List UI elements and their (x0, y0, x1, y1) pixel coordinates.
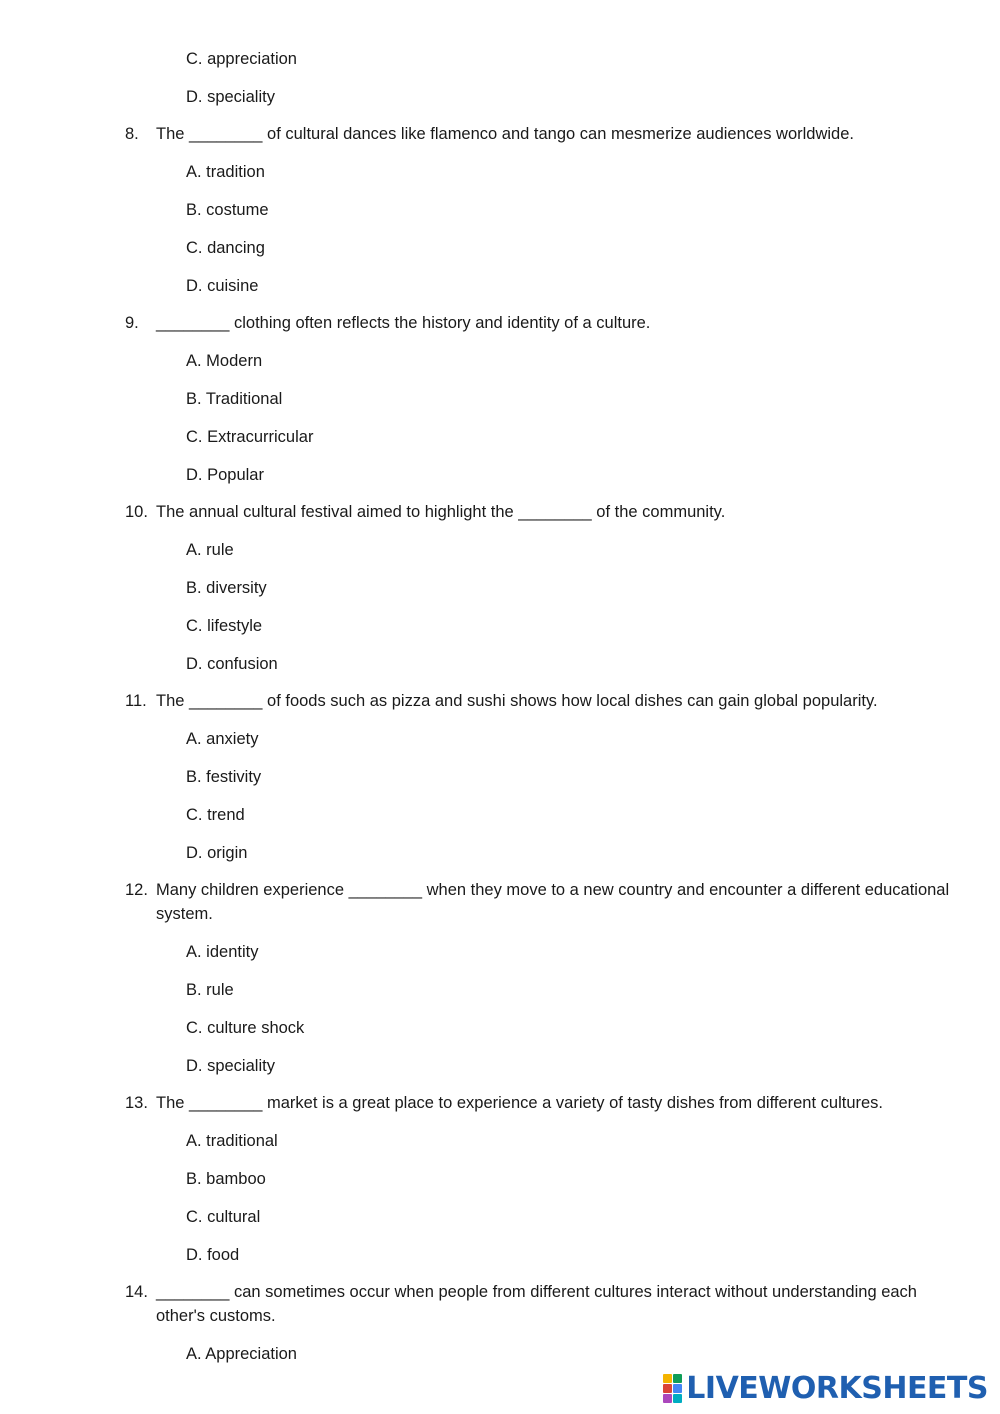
option-11c: C. trend (186, 806, 245, 824)
liveworksheets-logo-icon (663, 1374, 682, 1403)
question-8-number: 8. (125, 125, 139, 143)
option-11d: D. origin (186, 844, 248, 862)
option-10b: B. diversity (186, 579, 267, 597)
option-8d: D. cuisine (186, 277, 259, 295)
question-9-text: ________ clothing often reflects the history and identity of a culture. (156, 314, 651, 332)
option-7c: C. appreciation (186, 50, 297, 68)
question-12-text: Many children experience ________ when they move to a new country and encounter a different educational system. (156, 881, 950, 923)
question-10-number: 10. (125, 503, 148, 521)
question-10-text: The annual cultural festival aimed to highlight the ________ of the community. (156, 503, 726, 521)
question-8-text: The ________ of cultural dances like flamenco and tango can mesmerize audiences worldwide. (156, 125, 854, 143)
option-14a: A. Appreciation (186, 1345, 297, 1363)
option-8c: C. dancing (186, 239, 265, 257)
question-14-text: ________ can sometimes occur when people from different cultures interact without understanding each other's customs. (156, 1283, 917, 1325)
option-9b: B. Traditional (186, 390, 283, 408)
logo-block (673, 1374, 682, 1383)
option-7d: D. speciality (186, 88, 275, 106)
logo-block (673, 1384, 682, 1393)
option-13d: D. food (186, 1246, 240, 1264)
option-8b: B. costume (186, 201, 269, 219)
option-13b: B. bamboo (186, 1170, 266, 1188)
logo-block (663, 1384, 672, 1393)
option-13a: A. traditional (186, 1132, 278, 1150)
option-8a: A. tradition (186, 163, 265, 181)
option-9a: A. Modern (186, 352, 263, 370)
option-10d: D. confusion (186, 655, 278, 673)
liveworksheets-logo-text: LIVEWORKSHEETS (686, 1371, 988, 1406)
question-13-text: The ________ market is a great place to experience a variety of tasty dishes from different cultures. (156, 1094, 883, 1112)
question-13-number: 13. (125, 1094, 148, 1112)
option-13c: C. cultural (186, 1208, 261, 1226)
question-9-number: 9. (125, 314, 139, 332)
option-10a: A. rule (186, 541, 234, 559)
option-10c: C. lifestyle (186, 617, 263, 635)
option-12a: A. identity (186, 943, 259, 961)
option-12b: B. rule (186, 981, 234, 999)
question-14-number: 14. (125, 1283, 148, 1301)
logo-block (663, 1394, 672, 1403)
question-11-text: The ________ of foods such as pizza and sushi shows how local dishes can gain global popularity. (156, 692, 878, 710)
option-12c: C. culture shock (186, 1019, 305, 1037)
question-11-number: 11. (125, 692, 147, 710)
logo-block (663, 1374, 672, 1383)
option-9c: C. Extracurricular (186, 428, 314, 446)
question-12-number: 12. (125, 881, 148, 899)
option-9d: D. Popular (186, 466, 264, 484)
option-11a: A. anxiety (186, 730, 259, 748)
logo-block (673, 1394, 682, 1403)
option-12d: D. speciality (186, 1057, 275, 1075)
liveworksheets-logo (663, 1371, 988, 1406)
option-11b: B. festivity (186, 768, 262, 786)
